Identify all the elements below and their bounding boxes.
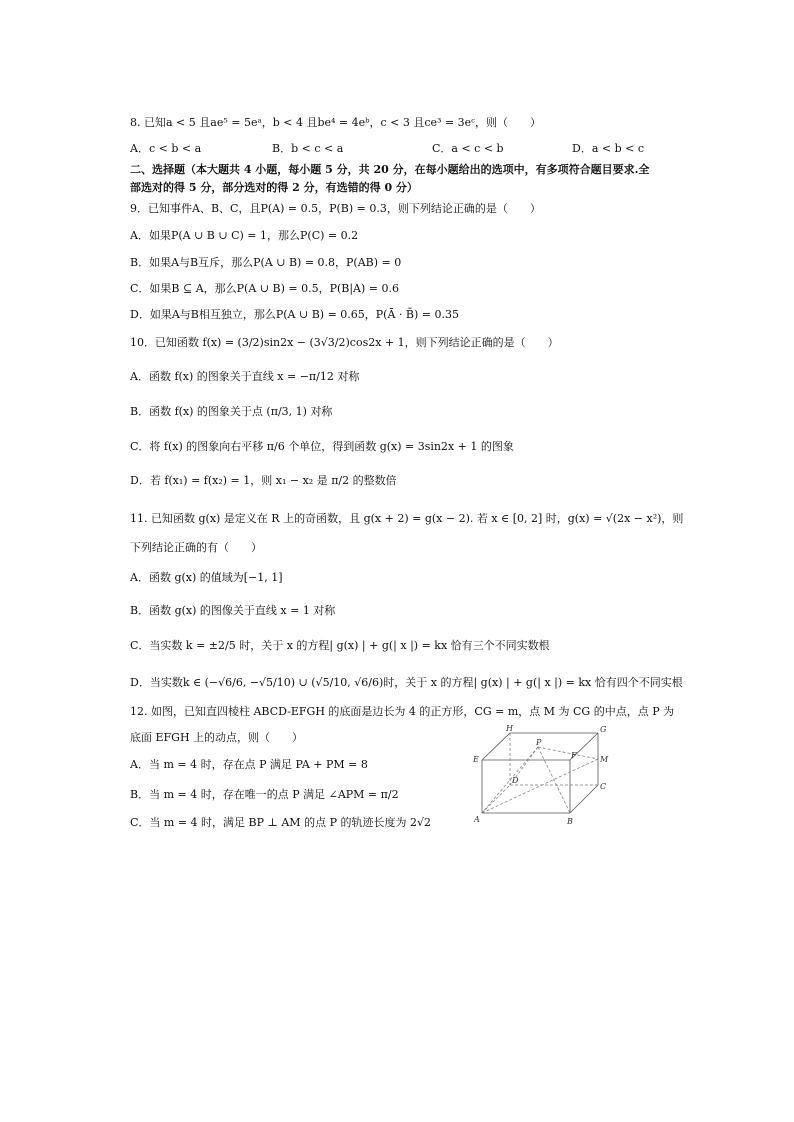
q9-option-b: B．如果A与B互斥，那么P(A ∪ B) = 0.8，P(AB) = 0: [130, 256, 402, 269]
q12-stem-line2: 底面 EFGH 上的动点，则（ ）: [130, 731, 304, 744]
section2-heading-line2: 部选对的得 5 分，部分选对的得 2 分，有选错的得 0 分）: [130, 181, 418, 194]
q11-stem-line2: 下列结论正确的有（ ）: [130, 541, 262, 554]
q8-option-d: D．a < b < c: [572, 142, 644, 155]
figure-label-f: F: [571, 751, 577, 760]
figure-label-a: A: [474, 815, 480, 824]
q11-option-c: C．当实数 k = ±2/5 时，关于 x 的方程| g(x) | + g(| x |) = kx 恰有三个不同实数根: [130, 639, 550, 652]
q12-option-c: C．当 m = 4 时，满足 BP ⊥ AM 的点 P 的轨迹长度为 2√2: [130, 816, 431, 829]
q10-stem: 10．已知函数 f(x) = (3/2)sin2x − (3√3/2)cos2x + 1，则下列结论正确的是（ ）: [130, 336, 559, 349]
q11-option-b: B．函数 g(x) 的图像关于直线 x = 1 对称: [130, 604, 336, 617]
figure-label-h: H: [506, 725, 513, 733]
q9-option-d: D．如果A与B相互独立，那么P(A ∪ B) = 0.65，P(Ā · B̄) = 0.35: [130, 308, 459, 321]
q10-option-c: C．将 f(x) 的图象向右平移 π/6 个单位，得到函数 g(x) = 3sin2x + 1 的图象: [130, 440, 514, 453]
figure-label-d: D: [512, 776, 519, 785]
figure-label-p: P: [536, 738, 542, 747]
q9-option-c: C．如果B ⊆ A，那么P(A ∪ B) = 0.5，P(B|A) = 0.6: [130, 282, 399, 295]
q11-option-a: A．函数 g(x) 的值域为[−1, 1]: [130, 571, 283, 584]
q11-stem-line1: 11. 已知函数 g(x) 是定义在 R 上的奇函数，且 g(x + 2) = g(x − 2). 若 x ∈ [0, 2] 时，g(x) = √(2x − x²)，则: [130, 512, 684, 525]
q12-stem-line1: 12. 如图，已知直四棱柱 ABCD-EFGH 的底面是边长为 4 的正方形，CG = m，点 M 为 CG 的中点，点 P 为: [130, 705, 675, 718]
q12-option-b: B．当 m = 4 时，存在唯一的点 P 满足 ∠APM = π/2: [130, 788, 399, 801]
figure-label-e: E: [473, 755, 479, 764]
figure-label-g: G: [600, 725, 607, 734]
section2-heading-line1: 二、选择题（本大题共 4 小题，每小题 5 分，共 20 分，在每小题给出的选项中，有多项符合题目要求.全: [130, 163, 650, 176]
q10-option-a: A．函数 f(x) 的图象关于直线 x = −π/12 对称: [130, 370, 360, 383]
q9-stem: 9．已知事件A、B、C，且P(A) = 0.5，P(B) = 0.3，则下列结论正确的是（ ）: [130, 202, 541, 215]
q11-option-d: D．当实数k ∈ (−√6/6, −√5/10) ∪ (√5/10, √6/6)时，关于 x 的方程| g(x) | + g(| x |) = kx 恰有四个不同实根: [130, 676, 683, 689]
q12-option-a: A．当 m = 4 时，存在点 P 满足 PA + PM = 8: [130, 758, 368, 771]
figure-label-c: C: [600, 782, 607, 791]
prism-figure: [470, 725, 610, 830]
q10-option-d: D．若 f(x₁) = f(x₂) = 1，则 x₁ − x₂ 是 π/2 的整数倍: [130, 474, 397, 487]
q8-stem: 8. 已知a < 5 且ae⁵ = 5eᵃ，b < 4 且be⁴ = 4eᵇ，c < 3 且ce³ = 3eᶜ，则（ ）: [130, 116, 541, 129]
q8-option-c: C．a < c < b: [432, 142, 504, 155]
q10-option-b: B．函数 f(x) 的图象关于点 (π/3, 1) 对称: [130, 405, 333, 418]
figure-label-m: M: [600, 755, 609, 764]
q8-option-b: B．b < c < a: [272, 142, 344, 155]
figure-label-b: B: [567, 817, 573, 826]
q8-option-a: A．c < b < a: [130, 142, 202, 155]
q9-option-a: A．如果P(A ∪ B ∪ C) = 1，那么P(C) = 0.2: [130, 229, 359, 242]
